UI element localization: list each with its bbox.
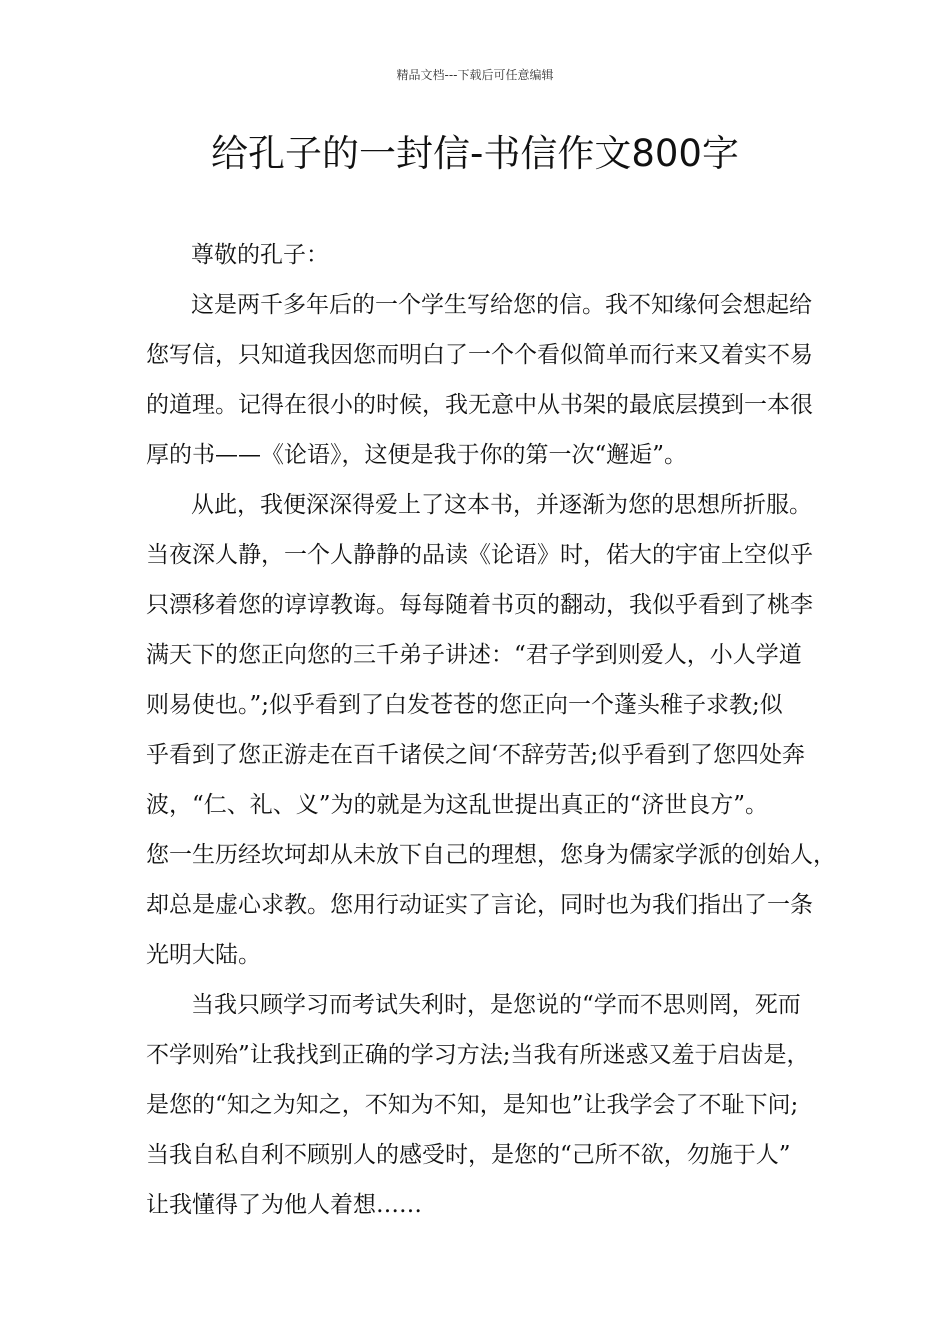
- text-line: 您一生历经坎坷却从未放下自己的理想，您身为儒家学派的创始人，: [146, 842, 836, 868]
- text-line: 从此，我便深深得爱上了这本书，并逐渐为您的思想所折服。: [191, 492, 812, 518]
- text-line: 光明大陆。: [146, 942, 261, 968]
- text-line: 只漂移着您的谆谆教诲。每每随着书页的翻动，我似乎看到了桃李: [146, 592, 813, 618]
- letter-body: [146, 230, 836, 1230]
- salutation-line: 尊敬的孔子：: [191, 242, 329, 268]
- text-line: 是您的“知之为知之，不知为不知，是知也”让我学会了不耻下问;: [146, 1092, 799, 1118]
- document-title: 给孔子的一封信-书信作文800字: [211, 132, 739, 175]
- text-line: 这是两千多年后的一个学生写给您的信。我不知缘何会想起给: [191, 292, 812, 318]
- text-line: 却总是虚心求教。您用行动证实了言论，同时也为我们指出了一条: [146, 892, 813, 918]
- text-line: 不学则殆”让我找到正确的学习方法;当我有所迷惑又羞于启齿是，: [146, 1042, 810, 1068]
- text-line: 您写信，只知道我因您而明白了一个个看似简单而行来又着实不易: [146, 342, 813, 368]
- text-line: 乎看到了您正游走在百千诸侯之间‘不辞劳苦;似乎看到了您四处奔: [146, 742, 806, 768]
- text-line: 的道理。记得在很小的时候，我无意中从书架的最底层摸到一本很: [146, 392, 813, 418]
- header-note: 精品文档---下载后可任意编辑: [396, 68, 554, 82]
- text-line: 当我只顾学习而考试失利时，是您说的“学而不思则罔，死而: [191, 992, 801, 1018]
- text-line: 则易使也。”;似乎看到了白发苍苍的您正向一个蓬头稚子求教;似: [146, 692, 783, 718]
- text-line: 波，“仁、礼、义”为的就是为这乱世提出真正的“济世良方”。: [146, 792, 769, 818]
- text-line: 厚的书——《论语》，这便是我于你的第一次“邂逅”。: [146, 442, 688, 468]
- text-line: 当夜深人静，一个人静静的品读《论语》时，偌大的宇宙上空似乎: [146, 542, 813, 568]
- text-line: 当我自私自利不顾别人的感受时，是您的“己所不欲，勿施于人”: [146, 1142, 791, 1168]
- text-line: 让我懂得了为他人着想……: [146, 1192, 422, 1218]
- text-line: 满天下的您正向您的三千弟子讲述：“君子学到则爱人，小人学道: [146, 642, 802, 668]
